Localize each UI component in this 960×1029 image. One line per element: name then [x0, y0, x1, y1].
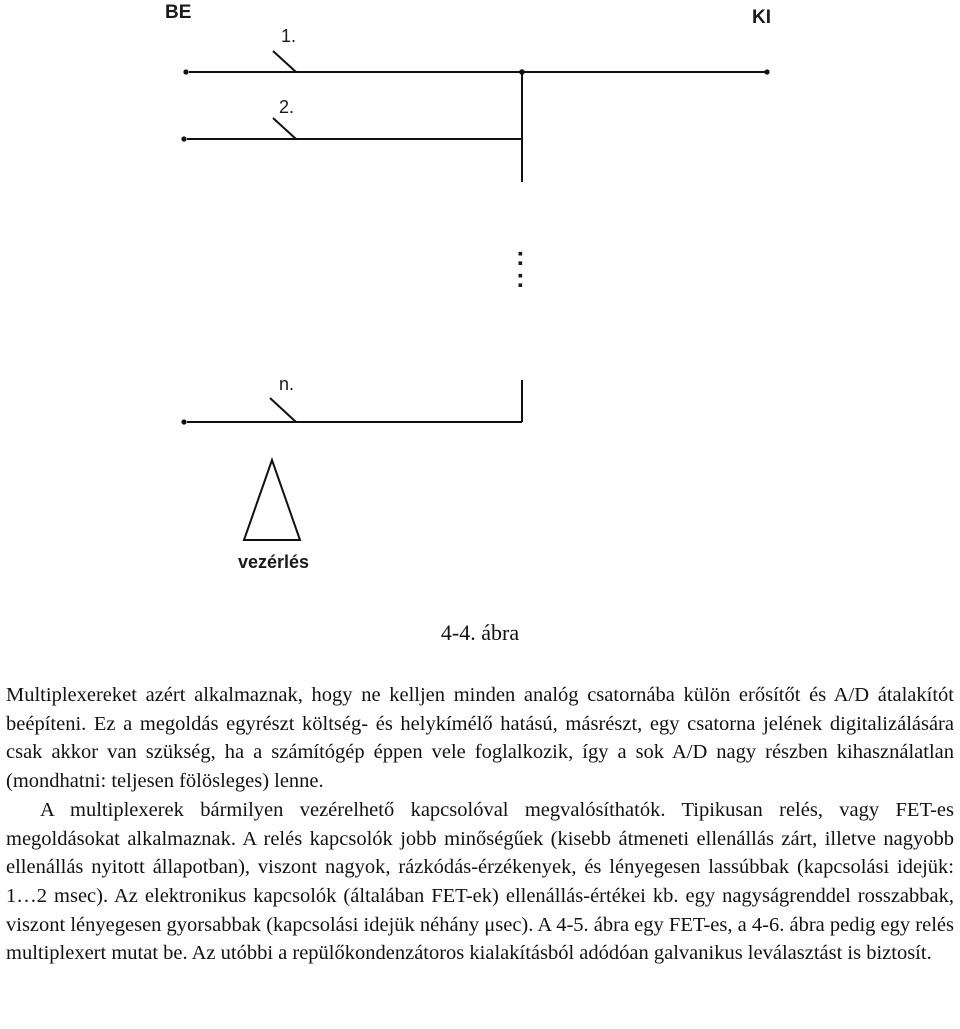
- ellipsis-lower: :: [516, 263, 525, 293]
- switch-2-label: 2.: [279, 97, 295, 117]
- control-triangle-icon: [244, 460, 300, 540]
- switch-1-label: 1.: [281, 26, 297, 46]
- switch-2-blade: [273, 118, 296, 139]
- switch-n-blade: [270, 398, 296, 422]
- control-label: vezérlés: [238, 552, 310, 572]
- input-terminal-2: [181, 136, 186, 141]
- input-terminal-1: [183, 69, 188, 74]
- ellipsis-upper: :: [516, 241, 525, 271]
- input-label: BE: [165, 2, 192, 23]
- junction-dot: [519, 69, 525, 75]
- body-text: [6, 681, 954, 968]
- switch-1: [183, 26, 296, 75]
- switch-1-blade: [273, 51, 296, 72]
- output-terminal: [764, 69, 769, 74]
- figure-caption: 4-4. ábra: [440, 620, 520, 645]
- input-terminal-n: [181, 419, 186, 424]
- output-label: KI: [752, 7, 771, 28]
- paragraph-1: Multiplexereket azért alkalmaznak, hogy ne kelljen minden analóg csatornába külön erősítőt és A/D átalakítót beépíteni. Ez a megoldás egyrészt költség- és helykímélő hatású, másrészt, egy csatorna jelének digitalizálására csak akkor van szükség, ha a számítógép éppen vele foglalkozik, így a sok A/D nagy részben kihasználatlan (mondhatni: teljesen fölösleges) lenne.: [6, 684, 954, 793]
- paragraph-2: A multiplexerek bármilyen vezérelhető kapcsolóval megvalósíthatók. Tipikusan relés, vagy FET-es megoldásokat alkalmaznak. A relés kapcsolók jobb minőségűek (kisebb átmeneti ellenállás zárt, illetve nagyobb ellenállás nyitott állapotban), viszont nagyok, rázkódás-érzékenyek, és lényegesen lassúbbak (kapcsolási idejük: 1…2 msec). Az elektronikus kapcsolók (általában FET-ek) ellenállás-értékei kb. egy nagyságrenddel rosszabbak, viszont lényegesen gyorsabbak (kapcsolási idejük néhány μsec). A 4-5. ábra egy FET-es, a 4-6. ábra pedig egy relés multiplexert mutat be. Az utóbbi a repülőkondenzátoros kialakításból adódóan galvanikus leválasztást is biztosít.: [6, 798, 954, 965]
- switch-n: [181, 374, 296, 425]
- switch-n-label: n.: [279, 374, 295, 394]
- output-bus: [296, 72, 766, 422]
- switch-2: [181, 97, 296, 142]
